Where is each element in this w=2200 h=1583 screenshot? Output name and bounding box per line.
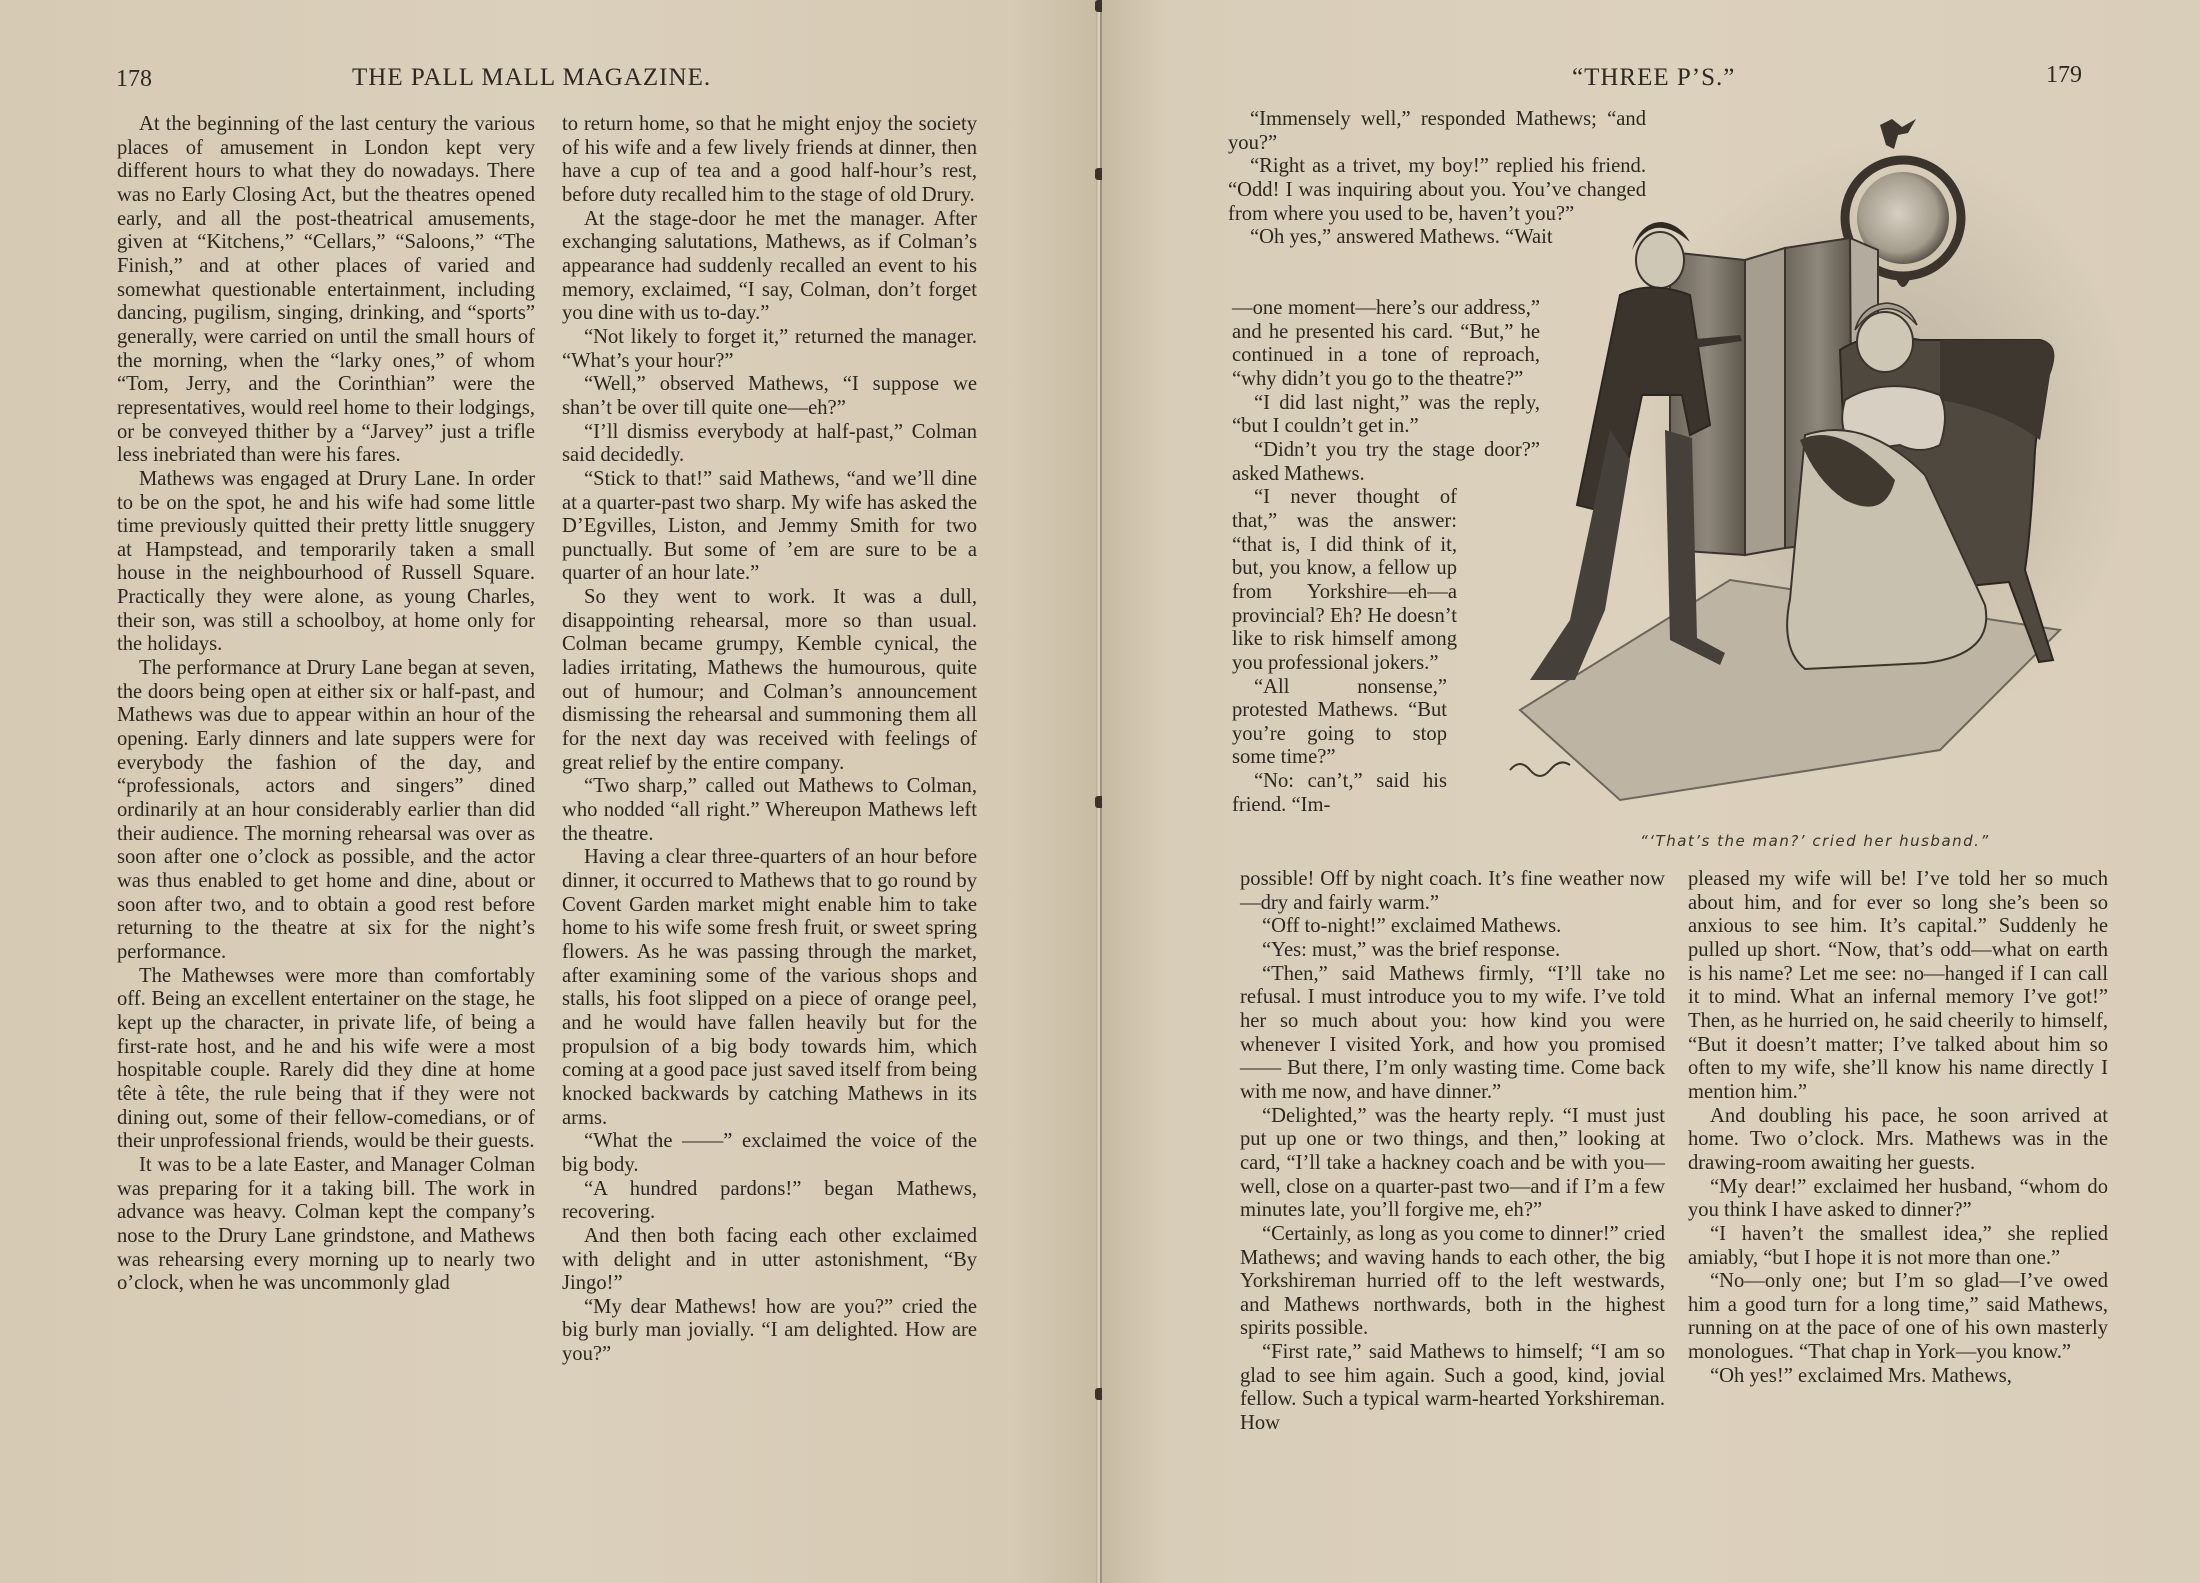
paragraph: “Yes: must,” was the brief response.	[1262, 938, 1561, 961]
left-page	[0, 0, 1098, 1583]
right-page-narrow-column	[1232, 297, 1540, 817]
paragraph: “I’ll dismiss everybody at half-past,” Colman said decidedly.	[562, 420, 977, 467]
paragraph: “All nonsense,” protested Mathews. “But you’re going to stop some time?”	[1232, 675, 1447, 769]
paragraph: “Oh yes,” answered Mathews. “Wait	[1250, 226, 1553, 249]
paragraph: And then both facing each other exclaimed with delight and in utter astonishment, “By Jingo!”	[562, 1224, 977, 1295]
paragraph: “I did last night,” was the reply, “but I couldn’t get in.”	[1232, 391, 1540, 438]
paragraph: “No: can’t,” said his friend. “Im-	[1232, 770, 1447, 816]
paragraph: “Didn’t you try the stage door?” asked Mathews.	[1232, 438, 1540, 485]
paragraph: possible! Off by night coach. It’s fine weather now—dry and fairly warm.”	[1240, 868, 1665, 914]
paragraph: pleased my wife will be! I’ve told her so much about him, and for ever so long she’s been so anxious to see him. It’s capital.” Suddenly he pulled up short. “Now, that’s odd—what on earth is his name? Let me see: no—hanged if I can call it to mind. What an infernal memory I’ve got!” Then, as he hurried on, he said cheerily to himself, “But it doesn’t matter; I’ve talked about him so often to my wife, she’ll know his name directly I mention him.”	[1688, 868, 2108, 1103]
paragraph: “I never thought of that,” was the answer: “that is, I did think of it, but, you know, a fellow up from Yorkshire—eh—a provincial? Eh? He doesn’t like to risk himself among you professional jokers.”	[1232, 486, 1457, 674]
paragraph: “Oh yes!” exclaimed Mrs. Mathews,	[1710, 1364, 2012, 1387]
page-number: 178	[116, 66, 152, 92]
paragraph: “Well,” observed Mathews, “I suppose we shan’t be over till quite one—eh?”	[562, 373, 977, 419]
paragraph: “Then,” said Mathews firmly, “I’ll take no refusal. I must introduce you to my wife. I’ve told her so much about you: how kind you were whenever I visited York, and how you promised—— But there, I’m only wasting time. Come back with me now, and have dinner.”	[1240, 962, 1665, 1103]
paragraph: “My dear!” exclaimed her husband, “whom do you think I have asked to dinner?”	[1688, 1175, 2108, 1222]
paragraph: “No—only one; but I’m so glad—I’ve owed him a good turn for a long time,” said Mathews, running on at the pace of one of his own masterly monologues. “That chap in York—you know.”	[1688, 1270, 2108, 1364]
paragraph: At the stage-door he met the manager. After exchanging salutations, Mathews, as if Colman’s appearance had suddenly recalled an event to his memory, exclaimed, “I say, Colman, don’t forget you dine with us to-day.”	[562, 207, 977, 325]
paragraph: “First rate,” said Mathews to himself; “I am so glad to see him again. Such a good, kind, jovial fellow. Such a typical warm-hearted Yorkshireman. How	[1240, 1341, 1665, 1435]
paragraph: “Not likely to forget it,” returned the manager. “What’s your hour?”	[562, 325, 977, 372]
right-page-lower-column-2	[1688, 868, 2108, 1388]
illustration-caption: “‘That’s the man?’ cried her husband.”	[1640, 832, 1990, 850]
paragraph: “I haven’t the smallest idea,” she replied amiably, “but I hope it is not more than one.”	[1688, 1222, 2108, 1269]
paragraph: “Off to-night!” exclaimed Mathews.	[1262, 915, 1562, 938]
paragraph: The Mathewses were more than comfortably off. Being an excellent entertainer on the stage, he kept up the character, in private life, of being a first-rate host, and he and his wife were a most hospitable couple. Rarely did they dine at home tête à tête, the rule being that if they were not dining out, some of their fellow-comedians, or of their unprofessional friends, would be their guests.	[117, 964, 535, 1153]
paragraph: to return home, so that he might enjoy the society of his wife and a few lively friends at dinner, then have a cup of tea and a good half-hour’s rest, before duty recalled him to the stage of old Drury.	[562, 113, 977, 206]
paragraph: “Immensely well,” responded Mathews; “and you?”	[1228, 108, 1646, 154]
paragraph: “Delighted,” was the hearty reply. “I must just put up one or two things, and then,” looking at card, “I’ll take a hackney coach and be with you—well, close on a quarter-past two—and if I’m a few minutes late, you’ll forgive me, eh?”	[1240, 1104, 1665, 1222]
paragraph: It was to be a late Easter, and Manager Colman was preparing for it a taking bill. The work in advance was heavy. Colman kept the company’s nose to the Drury Lane grindstone, and Mathews was rehearsing every morning up to nearly two o’clock, when he was uncommonly glad	[117, 1153, 535, 1295]
left-page-column-2	[562, 113, 977, 1367]
paragraph: At the beginning of the last century the various places of amusement in London kept very different hours to what they do nowadays. There was no Early Closing Act, but the theatres opened early, and all the post-theatrical amusements, given at “Kitchens,” “Cellars,” “Saloons,” “The Finish,” and at other places of varied and somewhat questionable entertainment, including dancing, pugilism, singing, drinking, and “sports” generally, were carried on until the small hours of the morning, when the “larky ones,” of whom “Tom, Jerry, and the Corinthian” were the representatives, would reel home to their lodgings, or be conveyed thither by a “Jarvey” just a trifle less inebriated than were his fares.	[117, 113, 535, 467]
page-number-right: 179	[2046, 62, 2082, 88]
paragraph: So they went to work. It was a dull, disappointing rehearsal, more so than usual. Colman became grumpy, Kemble cynical, the ladies irritating, Mathews the humourous, quite out of humour; and Colman’s announcement dismissing the rehearsal and summoning them all for the next day was received with feelings of great relief by the entire company.	[562, 586, 977, 774]
paragraph: Mathews was engaged at Drury Lane. In order to be on the spot, he and his wife had some little time previously quitted their pretty little snuggery at Hampstead, and temporarily taken a small house in the neighbourhood of Russell Square. Practically they were alone, as young Charles, their son, was still a schoolboy, at home only for the holidays.	[117, 467, 535, 656]
paragraph: “My dear Mathews! how are you?” cried the big burly man jovially. “I am delighted. How are you?”	[562, 1295, 977, 1366]
paragraph: “A hundred pardons!” began Mathews, recovering.	[562, 1177, 977, 1224]
paragraph: “Certainly, as long as you come to dinner!” cried Mathews; and waving hands to each other, the big Yorkshireman hurried off to the left westwards, and Mathews northwards, both in the highest spirits possible.	[1240, 1222, 1665, 1340]
running-head-right: “THREE P’S.”	[1572, 64, 1736, 91]
paragraph: “Right as a trivet, my boy!” replied his friend. “Odd! I was inquiring about you. You’ve changed from where you used to be, haven’t you?”	[1228, 155, 1646, 225]
left-page-column-1	[117, 113, 535, 1296]
artist-signature	[1510, 762, 1570, 776]
paragraph: And doubling his pace, he soon arrived at home. Two o’clock. Mrs. Mathews was in the drawing-room awaiting her guests.	[1688, 1104, 2108, 1174]
paragraph: “What the ——” exclaimed the voice of the big body.	[562, 1130, 977, 1176]
running-head: THE PALL MALL MAGAZINE.	[352, 64, 712, 91]
illustration	[1500, 110, 2120, 835]
paragraph: —one moment—here’s our address,” and he presented his card. “But,” he continued in a tone of reproach, “why didn’t you go to the theatre?”	[1232, 297, 1540, 390]
paragraph: Having a clear three-quarters of an hour before dinner, it occurred to Mathews that to go round by Covent Garden market might enable him to take home to his wife some fresh fruit, or sweet spring flowers. As he was passing through the market, after examining some of the various shops and stalls, his foot slipped on a piece of orange peel, and he would have fallen heavily but for the propulsion of a big body towards him, which coming at a good pace just saved itself from being knocked backwards by catching Mathews in its arms.	[562, 846, 977, 1129]
paragraph: “Stick to that!” said Mathews, “and we’ll dine at a quarter-past two sharp. My wife has asked the D’Egvilles, Liston, and Jemmy Smith for two punctually. But some of ’em are sure to be a quarter of an hour late.”	[562, 467, 977, 585]
paragraph: “Two sharp,” called out Mathews to Colman, who nodded “all right.” Whereupon Mathews left the theatre.	[562, 775, 977, 845]
paragraph: The performance at Drury Lane began at seven, the doors being open at either six or half-past, and Mathews was due to appear within an hour of the opening. Early dinners and late suppers were for everybody the fashion of the day, and “professionals, actors and singers” dined ordinarily at an hour considerably earlier than did their audience. The morning rehearsal was over as soon after one o’clock as possible, and the actor was thus enabled to get home and dine, about or soon after two, and to obtain a good rest before returning to the theatre at six for the night’s performance.	[117, 657, 535, 963]
right-page-lower-column-1	[1240, 868, 1665, 1436]
